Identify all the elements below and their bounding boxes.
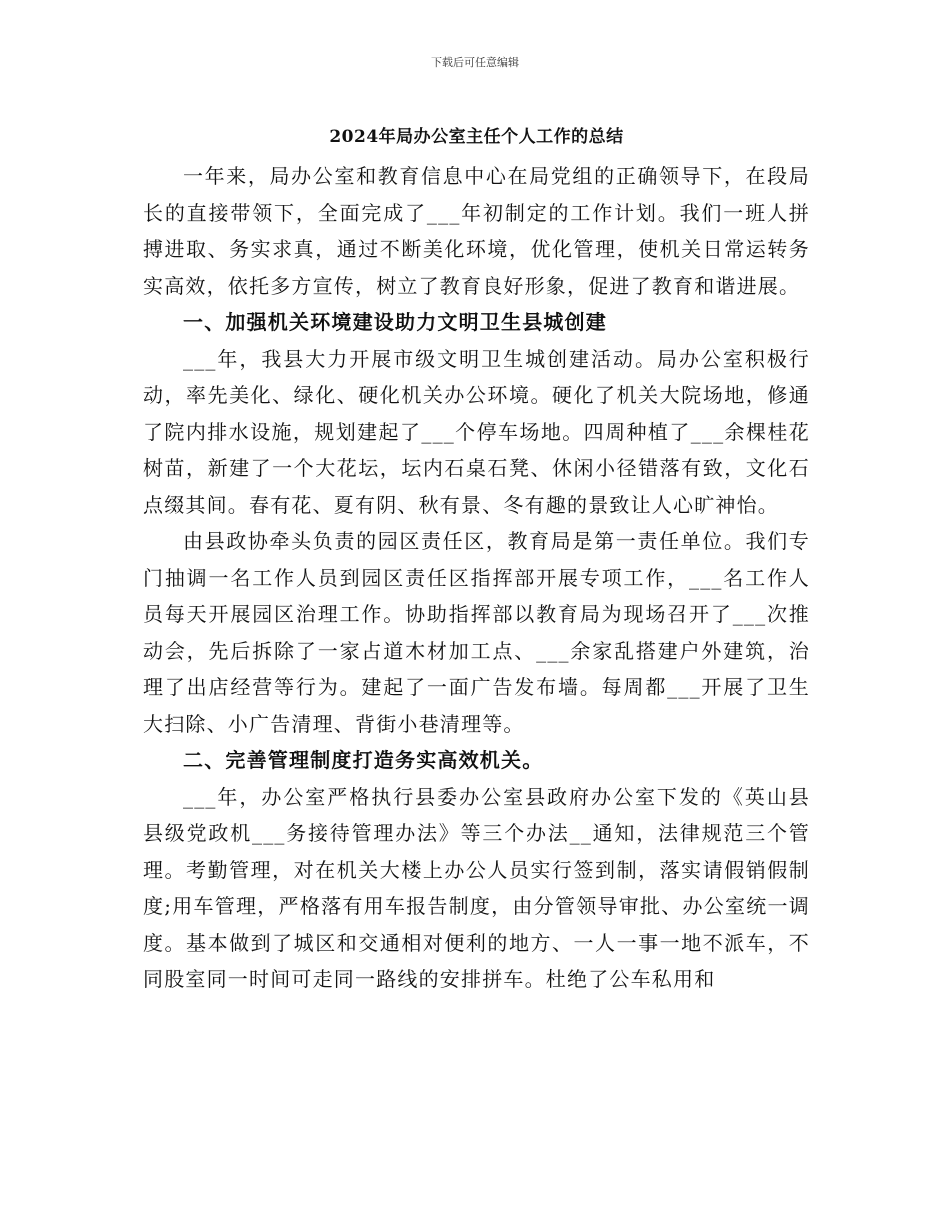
section-2-paragraph-1: ___年，办公室严格执行县委办公室县政府办公室下发的《英山县县级党政机___务接待管理办法》等三个办法__通知，法律规范三个管理。考勤管理，对在机关大楼上办公人员实行签到制，落实请假销假制度;用车管理，严格落有用车报告制度，由分管领导审批、办公室统一调度。基本做到了城区和交通相对便利的地方、一人一事一地不派车，不同股室同一时间可走同一路线的安排拼车。杜绝了公车私用和 bbox=[143, 784, 810, 991]
section-1-paragraph-1: ___年，我县大力开展市级文明卫生城创建活动。局办公室积极行动，率先美化、绿化、硬化机关办公环境。硬化了机关大院场地，修通了院内排水设施，规划建起了___个停车场地。四周种植了___余棵桂花树苗，新建了一个大花坛，坛内石桌石凳、休闲小径错落有致，文化石点缀其间。春有花、夏有阴、秋有景、冬有趣的景致让人心旷神怡。 bbox=[143, 346, 810, 517]
document-body bbox=[143, 120, 810, 998]
intro-paragraph: 一年来，局办公室和教育信息中心在局党组的正确领导下，在段局长的直接带领下，全面完成了___年初制定的工作计划。我们一班人拼搏进取、务实求真，通过不断美化环境，优化管理，使机关日常运转务实高效，依托多方宣传，树立了教育良好形象，促进了教育和谐进展。 bbox=[143, 164, 810, 298]
section-2-heading: 二、完善管理制度打造务实高效机关。 bbox=[183, 748, 544, 772]
document-title: 2024年局办公室主任个人工作的总结 bbox=[329, 127, 624, 147]
section-1-heading: 一、加强机关环境建设助力文明卫生县城创建 bbox=[183, 310, 607, 334]
page-header-note: 下载后可任意编辑 bbox=[431, 56, 519, 69]
section-1-paragraph-2: 由县政协牵头负责的园区责任区，教育局是第一责任单位。我们专门抽调一名工作人员到园区责任区指挥部开展专项工作，___名工作人员每天开展园区治理工作。协助指挥部以教育局为现场召开了___次推动会，先后拆除了一家占道木材加工点、___余家乱搭建户外建筑，治理了出店经营等行为。建起了一面广告发布墙。每周都___开展了卫生大扫除、小广告清理、背街小巷清理等。 bbox=[143, 529, 810, 736]
